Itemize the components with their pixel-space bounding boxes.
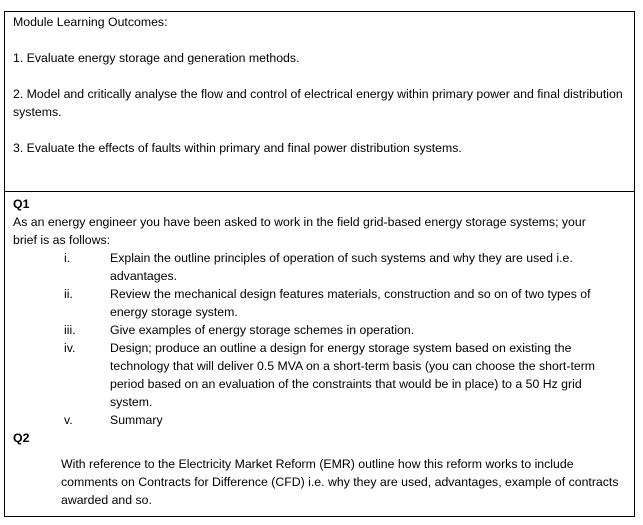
task-text: Summary [110, 413, 163, 427]
task-text: Explain the outline principles of operation of such systems and why they are used i.e. advantages. [110, 251, 573, 283]
q2-text: With reference to the Electricity Market Reform (EMR) outline how this reform works to include comments on Contracts for Difference (CFD) i.e. why they are used, advantages, example of contracts awarded and so. [61, 457, 619, 507]
learning-outcomes-cell [5, 12, 634, 192]
questions-cell [5, 192, 634, 516]
task-number: iii. [64, 323, 76, 337]
outcome-2: 2. Model and critically analyse the flow and control of electrical energy within primary power and final distribution systems. [13, 87, 623, 119]
task-item [13, 321, 626, 339]
outcome-1: 1. Evaluate energy storage and generation methods. [13, 51, 300, 65]
outcome-3: 3. Evaluate the effects of faults within primary and final power distribution systems. [13, 141, 462, 155]
task-text: Review the mechanical design features materials, construction and so on of two types of energy storage system. [110, 287, 591, 319]
task-item [13, 339, 626, 411]
task-number: iv. [64, 341, 76, 355]
q2-label: Q2 [13, 431, 30, 445]
task-text: Design; produce an outline a design for energy storage system based on existing the technology that will deliver 0.5 MVA on a short-term basis (you can choose the short-term period based on an evaluation of the constraints that would be in place) to a 50 Hz grid system. [110, 341, 596, 409]
task-item [13, 285, 626, 321]
q1-intro: As an energy engineer you have been asked to work in the field grid-based energy storage systems; your brief is as follows: [13, 215, 586, 247]
task-number: i. [64, 251, 71, 265]
task-text: Give examples of energy storage schemes in operation. [110, 323, 415, 337]
task-number: v. [64, 413, 73, 427]
task-item [13, 249, 626, 285]
q1-task-list [13, 249, 626, 429]
task-number: ii. [64, 287, 73, 301]
task-item [13, 411, 626, 429]
outcomes-heading: Module Learning Outcomes: [13, 15, 168, 29]
assignment-table [4, 11, 635, 517]
q1-label: Q1 [13, 197, 30, 211]
